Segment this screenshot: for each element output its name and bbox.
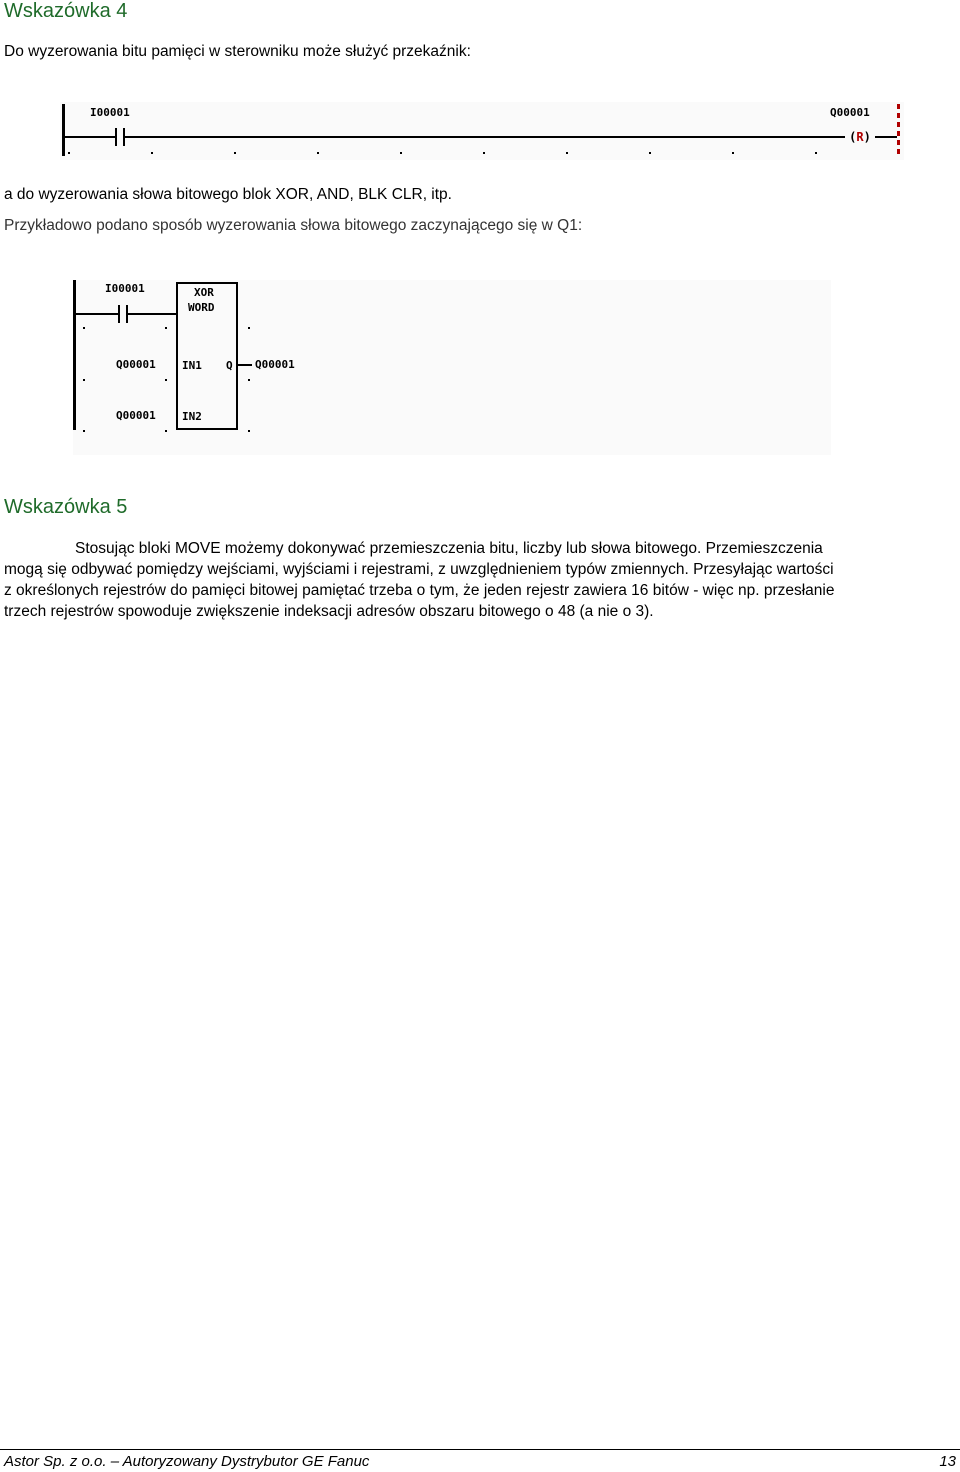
grid-dot [151, 152, 153, 154]
grid-dot [83, 327, 85, 329]
block-input-in1: IN1 [182, 359, 202, 372]
grid-dot [400, 152, 402, 154]
block-output-wire [238, 364, 252, 366]
grid-dot [317, 152, 319, 154]
rung-wire-left [76, 313, 118, 315]
grid-dot [566, 152, 568, 154]
xor-word-block [176, 282, 238, 430]
rung-wire-right [125, 136, 845, 138]
grid-dot [234, 152, 236, 154]
coil-letter: R [856, 130, 864, 144]
section5-body [4, 538, 954, 622]
section5-line: Stosując bloki MOVE możemy dokonywać przemieszczenia bitu, liczby lub słowa bitowego. Przemieszczenia [75, 540, 823, 557]
section5-line: z określonych rejestrów do pamięci bitowej pamiętać trzeba o tym, że jeden rejestr zawiera 16 bitów - więc np. przesłanie [4, 582, 835, 599]
grid-dot [483, 152, 485, 154]
block-title-xor: XOR [194, 286, 214, 299]
contact-bar-left [118, 305, 120, 323]
grid-dot [248, 327, 250, 329]
footer-page-number: 13 [939, 1453, 956, 1470]
contact-label: I00001 [90, 106, 130, 119]
in2-operand: Q00001 [116, 409, 156, 422]
grid-dot [83, 379, 85, 381]
grid-dot [815, 152, 817, 154]
contact-bar-left [115, 128, 117, 146]
left-power-rail [73, 280, 76, 430]
grid-dot [248, 379, 250, 381]
rung-wire-left [65, 136, 115, 138]
grid-dot [165, 430, 167, 432]
rung-wire-end [875, 136, 897, 138]
section4-line1: a do wyzerowania słowa bitowego blok XOR, AND, BLK CLR, itp. [4, 186, 452, 203]
grid-dot [165, 379, 167, 381]
section5-line: trzech rejestrów spowoduje zwiększenie indeksacji adresów obszaru bitowego o 48 (a nie o 3). [4, 603, 654, 620]
right-power-rail [897, 104, 900, 156]
grid-dot [68, 152, 70, 154]
q-operand: Q00001 [255, 358, 295, 371]
footer-company: Astor Sp. z o.o. – Autoryzowany Dystrybutor GE Fanuc [4, 1453, 370, 1470]
left-power-rail [62, 104, 65, 156]
grid-dot [649, 152, 651, 154]
reset-coil: (R) [849, 130, 871, 144]
section4-line2: Przykładowo podano sposób wyzerowania słowa bitowego zaczynającego się w Q1: [4, 217, 583, 234]
block-input-in2: IN2 [182, 410, 202, 423]
grid-dot [248, 430, 250, 432]
xor-word-ladder-diagram [73, 280, 831, 455]
contact-label: I00001 [105, 282, 145, 295]
reset-coil-ladder-diagram [60, 102, 904, 160]
section5-line: mogą się odbywać pomiędzy wejściami, wyjściami i rejestrami, z uwzględnieniem typów zmiennych. Przesyłając wartości [4, 561, 834, 578]
grid-dot [83, 430, 85, 432]
rung-wire-to-block [128, 313, 176, 315]
in1-operand: Q00001 [116, 358, 156, 371]
grid-dot [165, 327, 167, 329]
block-output-q: Q [226, 359, 233, 372]
section5-heading: Wskazówka 5 [4, 496, 128, 518]
footer-rule [0, 1449, 960, 1450]
grid-dot [732, 152, 734, 154]
coil-output-label: Q00001 [830, 106, 870, 119]
block-title-word: WORD [188, 301, 215, 314]
section4-intro: Do wyzerowania bitu pamięci w sterowniku może służyć przekaźnik: [4, 43, 471, 60]
section4-heading: Wskazówka 4 [4, 0, 128, 22]
